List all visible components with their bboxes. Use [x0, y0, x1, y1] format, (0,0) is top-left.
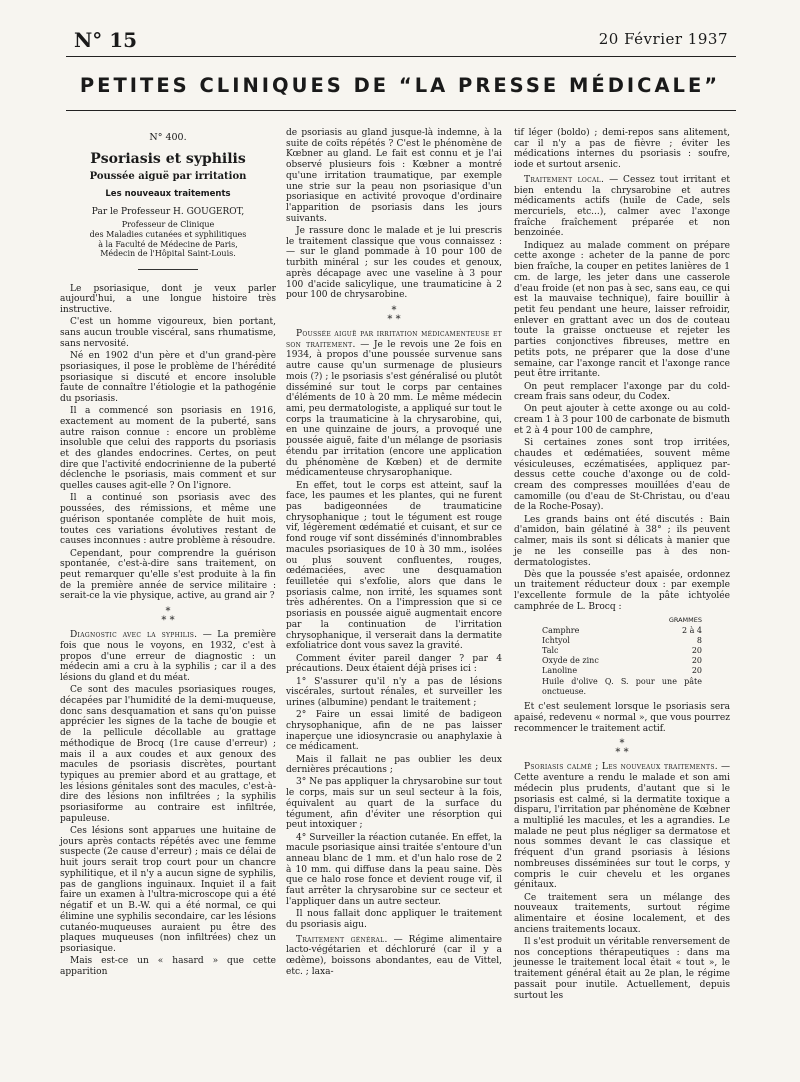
masthead-rule [66, 110, 736, 111]
section-separator: * * * [387, 305, 401, 325]
section-text: — Cessez tout irritant et bien entendu la chrysarobine et autres médicaments actifs (huile de Cade, sels mercuriels, etc...), calmer avec l'axonge fraîche fraîchement préparée et non benzoinée. [514, 174, 730, 239]
paragraph: Et c'est seulement lorsque le psoriasis sera apaisé, redevenu « normal », que vous pourrez recommencer le traitement actif. [514, 702, 730, 734]
issue-date: 20 Février 1937 [598, 30, 728, 48]
section-separator: * * * [161, 606, 175, 626]
header-rule [66, 56, 736, 57]
section-text: — Cette aventure a rendu le malade et son ami médecin plus prudents, d'autant que si le psoriasis est calmé, si la dermatite toxique a disparu, l'irritation par phénomène de Kœbner a multiplié les macules, et les a agrandies. Le malade ne peut plus négliger sa dermatose et nous sommes devant le cas classique et fréquent d'un grand psoriasis à lésions nombreuses disséminées sur tout le corps, y compris le cuir chevelu et les organes génitaux. [514, 762, 730, 891]
ingredient-qty: 20 [691, 646, 702, 656]
formula-table [542, 617, 702, 697]
section-heading: Poussée aiguë par irritation médicamenteuse et son traitement. [286, 329, 502, 350]
section-paragraph [60, 630, 276, 684]
formula-row [542, 636, 702, 646]
paragraph: 3° Ne pas appliquer la chrysarobine sur tout le corps, mais sur un seul secteur à la fois, équivalent au quart de la surface du tégument, afin d'éviter une résorption qui peut intoxiquer ; [286, 777, 502, 831]
section-heading: Traitement local. [524, 174, 605, 185]
paragraph: On peut remplacer l'axonge par du cold-cream frais sans odeur, du Codex. [514, 381, 730, 403]
article-title: Psoriasis et syphilis [90, 151, 246, 168]
section-paragraph [286, 329, 502, 479]
paragraph: 2° Faire un essai limité de badigeon chrysophanique, afin de ne pas laisser inaperçue une idiosyncrasie ou anaphylaxie à ce médicament. [286, 710, 502, 753]
article-number: N° 400. [149, 132, 187, 143]
paragraph: tif léger (boldo) ; demi-repos sans alitement, car il n'y a pas de fièvre ; éviter les médications internes du psoriasis : soufre, iode et surtout arsenic. [514, 128, 730, 171]
formula-row [542, 656, 702, 666]
paragraph: Ce traitement sera un mélange des nouveaux traitements, surtout régime alimentaire et éosine localement, et des anciens traitements locaux. [514, 892, 730, 935]
paragraph: Mais il fallait ne pas oublier les deux dernières précautions ; [286, 754, 502, 776]
affiliation-line: des Maladies cutanées et syphilitiques [89, 229, 247, 239]
paragraph: Il a continué son psoriasis avec des poussées, des rémissions, et même une guérison spontanée complète de huit mois, toutes ces variations évolutives restant de causes inconnues : autre problème à résoudre. [60, 493, 276, 547]
section-paragraph [514, 762, 730, 891]
author-affiliation [60, 220, 276, 258]
ingredient-name: Camphre [542, 626, 580, 636]
formula-row [542, 646, 702, 656]
affiliation-line: à la Faculté de Médecine de Paris, [98, 239, 238, 249]
section-paragraph [514, 175, 730, 239]
article-subtitle: Poussée aiguë par irritation [89, 170, 247, 182]
section-heading: Psoriasis calmé ; Les nouveaux traitements. [524, 762, 718, 773]
affiliation-line: Médecin de l'Hôpital Saint-Louis. [100, 249, 236, 259]
ingredient-name: Lanoline [542, 666, 578, 676]
paragraph: On peut ajouter à cette axonge ou au cold-cream 1 à 3 pour 100 de carbonate de bismuth et 2 à 4 pour 100 de camphre, [514, 404, 730, 436]
article-author: Par le Professeur H. GOUGEROT, [91, 206, 245, 217]
ingredient-name: Talc [542, 646, 559, 656]
paragraph: de psoriasis au gland jusque-là indemne, à la suite de coïts répétés ? C'est le phénomène de Kœbner au gland. Le fait est connu et je l'ai observé plusieurs fois : Kœbner a montré qu'une irritation traumatique, par exemple une strie sur la peau non psoriasique d'un psoriasique en activité provoque d'ordinaire l'apparition de psoriasis dans les jours suivants. [286, 128, 502, 224]
paragraph: Indiquez au malade comment on prépare cette axonge : acheter de la panne de porc bien fraîche, la couper en petites lanières de 1 cm. de large, les jeter dans une casserole d'eau froide (et non pas à sec, sans eau, ce qui est la mauvaise technique), faire bouillir à petit feu pendant une heure, laisser refroidir, enlever en grattant avec un dos de couteau toute la graisse onctueuse et rejeter les parties conjonctives fibreuses, mettre en petits pots, ne préparer que la dose d'une semaine, car l'axonge rancit et l'axonge rance peut être irritante. [514, 240, 730, 380]
paragraph: Ces lésions sont apparues une huitaine de jours après contacts répétés avec une femme suspecte (2e cause d'erreur) ; mais ce délai de huit jours serait trop court pour un chancre syphilitique, et il n'y a aucun signe de syphilis, pas de ganglions inguinaux. Inquiet il a fait faire un examen à l'ultra-microscope qui a été négatif et un B.-W. qui a été normal, ce qui élimine une syphilis secondaire, car les lésions cutanéo-muqueuses auraient pu être des plaques muqueuses (non infiltrées) chez un psoriasique. [60, 826, 276, 954]
issue-number: N° 15 [74, 28, 138, 52]
section-separator: * * * [615, 738, 629, 758]
paragraph: Il a commencé son psoriasis en 1916, exactement au moment de la puberté, sans autre raison connue : encore un problème insoluble que celui des rapports du psoriasis et des glandes endocrines. Certes, on peut dire que l'activité endocrinienne de la puberté déclenche le psoriasis, mais comment et sur quelles causes agit-elle ? On l'ignore. [60, 406, 276, 492]
paragraph: Le psoriasique, dont je veux parler aujourd'hui, a une longue histoire très instructive. [60, 283, 276, 316]
section-paragraph [286, 935, 502, 978]
formula-row [542, 666, 702, 676]
paragraph: En effet, tout le corps est atteint, sauf la face, les paumes et les plantes, qui ne furent pas badigeonnées de traumaticine chrysophanique ; tout le tégument est rouge vif, légèrement œdématié et cuisant, et sur ce fond rouge vif sont disséminés d'innombrables macules psoriasiques de 10 à 30 mm., isolées ou plus souvent confluentes, rouges, œdémaciées, avec une desquamation feuilletée qui s'exfolie, alors que dans le psoriasis calme, non irrité, les squames sont très adhérentes. On a l'impression que si ce psoriasis en poussée aiguë augmentait encore par la continuation de l'irritation chrysophanique, il verserait dans la dermatite exfoliatrice dont vous savez la gravité. [286, 480, 502, 652]
ingredient-qty: 20 [691, 666, 702, 676]
paragraph: Il s'est produit un véritable renversement de nos conceptions thérapeutiques : dans ma jeunesse le traitement local était « tout », le traitement général était au 2e plan, le régime passait pour inutile. Actuellement, depuis surtout les [514, 936, 730, 1001]
paragraph: Ce sont des macules psoriasiques rouges, décapées par l'humidité de la demi-muqueuse, donc sans desquamation et sans qu'on puisse apprécier les signes de la tache de bougie et de la pellicule décollable au grattage méthodique de Brocq (1re cause d'erreur) ; mais il a aux coudes et aux genoux des macules de psoriasis discrètes, pourtant typiques au premier abord et au grattage, et les lésions génitales sont des macules, c'est-à-dire des lésions non infiltrées ; la syphilis psoriasiforme au contraire est infiltrée, papuleuse. [60, 685, 276, 824]
section-text: — La première fois que nous le voyons, en 1932, c'est à propos d'une erreur de diagnostic : un médecin ami a cru à la syphilis ; car il a des lésions du gland et du méat. [60, 630, 276, 683]
column-1 [60, 128, 276, 979]
section-text: — Régime alimentaire lacto-végétarien et déchloruré (car il y a œdème), boissons abondantes, eau de Vittel, etc. ; laxa- [286, 934, 502, 977]
masthead-title: PETITES CLINIQUES DE “LA PRESSE MÉDICALE” [79, 74, 721, 97]
section-text: — Je le revois une 2e fois en 1934, à propos d'une poussée survenue sans autre cause qu'un surmenage de plusieurs mois (?) ; le psoriasis s'est généralisé ou plutôt disséminé sur tout le corps par centaines d'éléments de 10 à 20 mm. Le même médecin ami, peu dermatologiste, a appliqué sur tout le corps la traumaticine à la chrysarobine, qui, en une quinzaine de jours, a provoqué une poussée aiguë, faite d'un mélange de psoriasis étendu par irritation (encore une application du phénomène de Kœben) et de dermite médicamenteuse chrysarophanique. [286, 339, 502, 479]
paragraph: Né en 1902 d'un père et d'un grand-père psoriasiques, il pose le problème de l'hérédité psoriasique si discuté et encore insoluble faute de connaître l'étiologie et la pathogénie du psoriasis. [60, 351, 276, 404]
formula-row [542, 626, 702, 636]
paragraph: C'est un homme vigoureux, bien portant, sans aucun trouble viscéral, sans rhumatisme, sans nervosité. [60, 317, 276, 349]
paragraph: 4° Surveiller la réaction cutanée. En effet, la macule psoriasique ainsi traitée s'entoure d'un anneau blanc de 1 mm. et d'un halo rose de 2 à 10 mm. qui diffuse dans la peau saine. Dès que ce halo rose fonce et devient rouge vif, il faut arrêter la chrysarobine sur ce secteur et l'appliquer dans un autre secteur. [286, 832, 502, 907]
ingredient-name: Ichtyol [542, 636, 570, 646]
column-2 [286, 128, 502, 979]
section-heading: Traitement général. [296, 934, 388, 945]
paragraph: Les grands bains ont été discutés : Bain d'amidon, bain gélatiné à 38° ; ils peuvent calmer, mais ils sont si délicats à manier que je ne les conseille pas à des non-dermatologistes. [514, 514, 730, 568]
paragraph: Si certaines zones sont trop irritées, chaudes et œdématiées, souvent même vésiculeuses, eczématisées, appliquez par-dessus cette couche d'axonge ou de cold-cream des compresses mouillées d'eau de camomille (ou d'eau de St-Christau, ou d'eau de la Roche-Posay). [514, 438, 730, 513]
formula-note: Huile d'olive Q. S. pour une pâte onctueuse. [542, 677, 702, 696]
affiliation-line: Professeur de Clinique [121, 220, 215, 230]
paragraph: Cependant, pour comprendre la guérison spontanée, c'est-à-dire sans traitement, on peut remarquer qu'elle s'est produite à la fin de la première année de service militaire : serait-ce la vie physique, active, au grand air ? [60, 548, 276, 602]
column-3 [514, 128, 730, 1003]
ingredient-qty: 2 à 4 [681, 626, 702, 636]
paragraph: Comment éviter pareil danger ? par 4 précautions. Deux étaient déjà prises ici : [286, 653, 502, 675]
article-subtitle-2: Les nouveaux traitements [105, 188, 231, 199]
formula-unit-header: GRAMMES [668, 615, 702, 624]
section-heading: Diagnostic avec la syphilis. [70, 630, 198, 641]
ingredient-qty: 8 [696, 636, 702, 646]
article-rule [138, 269, 198, 270]
paragraph: 1° S'assurer qu'il n'y a pas de lésions viscérales, surtout rénales, et surveiller les urines (albumine) pendant le traitement ; [286, 676, 502, 708]
paragraph: Dès que la poussée s'est apaisée, ordonnez un traitement réducteur doux : par exemple l'excellente formule de la pâte ichtyolée camphrée de L. Brocq : [514, 569, 730, 612]
paragraph: Mais est-ce un « hasard » que cette apparition [60, 956, 276, 977]
ingredient-qty: 20 [691, 656, 702, 666]
paragraph: Il nous fallait donc appliquer le traitement du psoriasis aigu. [286, 909, 502, 930]
paragraph: Je rassure donc le malade et je lui prescris le traitement classique que vous connaissez : — sur le gland pommade à 10 pour 100 de turbith minéral ; sur les coudes et genoux, après décapage avec une vaseline à 3 pour 100 d'acide salicylique, une traumaticine à 2 pour 100 de chrysarobine. [286, 225, 502, 301]
ingredient-name: Oxyde de zinc [542, 656, 599, 666]
